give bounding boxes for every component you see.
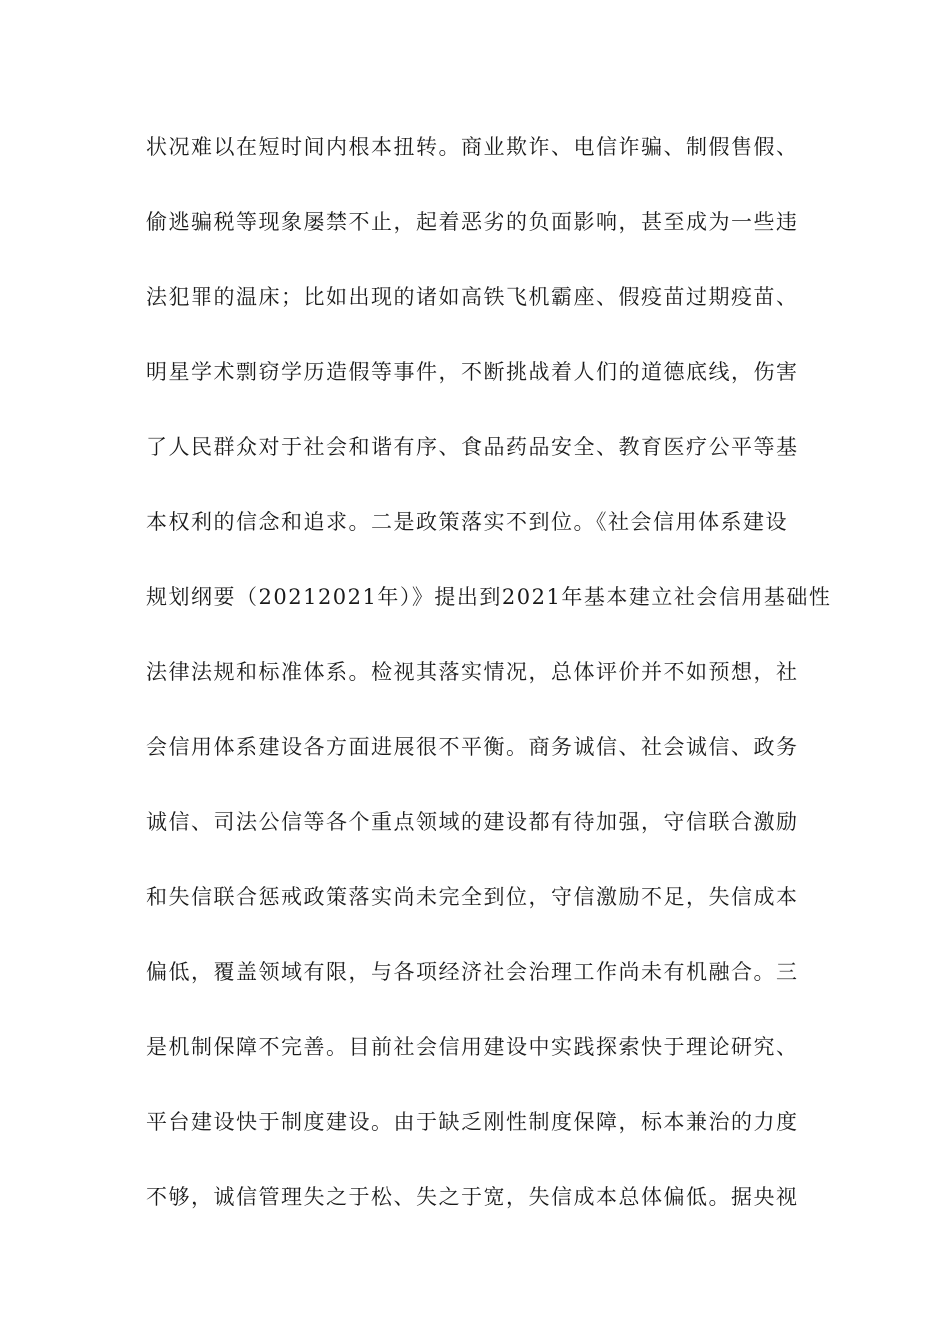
text-line: 规划纲要（20212021年）》提出到2021年基本建立社会信用基础性 (146, 585, 832, 609)
text-line: 明星学术剽窃学历造假等事件，不断挑战着人们的道德底线，伤害 (146, 360, 799, 384)
text-line: 本权利的信念和追求。二是政策落实不到位。《社会信用体系建设 (146, 510, 788, 534)
body-text (146, 131, 832, 1256)
text-line: 会信用体系建设各方面进展很不平衡。商务诚信、社会诚信、政务 (146, 735, 799, 759)
text-line: 法犯罪的温床；比如出现的诸如高铁飞机霸座、假疫苗过期疫苗、 (146, 285, 799, 309)
text-line: 是机制保障不完善。目前社会信用建设中实践探索快于理论研究、 (146, 1035, 799, 1059)
text-line: 和失信联合惩戒政策落实尚未完全到位，守信激励不足，失信成本 (146, 885, 799, 909)
text-line: 偷逃骗税等现象屡禁不止，起着恶劣的负面影响，甚至成为一些违 (146, 210, 799, 234)
text-line: 不够，诚信管理失之于松、失之于宽，失信成本总体偏低。据央视 (146, 1185, 799, 1209)
text-line: 诚信、司法公信等各个重点领域的建设都有待加强，守信联合激励 (146, 810, 799, 834)
text-line: 偏低，覆盖领域有限，与各项经济社会治理工作尚未有机融合。三 (146, 960, 799, 984)
text-line: 平台建设快于制度建设。由于缺乏刚性制度保障，标本兼治的力度 (146, 1110, 799, 1134)
text-line: 了人民群众对于社会和谐有序、食品药品安全、教育医疗公平等基 (146, 435, 799, 459)
text-line: 状况难以在短时间内根本扭转。商业欺诈、电信诈骗、制假售假、 (146, 135, 799, 159)
text-line: 法律法规和标准体系。检视其落实情况，总体评价并不如预想，社 (146, 660, 799, 684)
